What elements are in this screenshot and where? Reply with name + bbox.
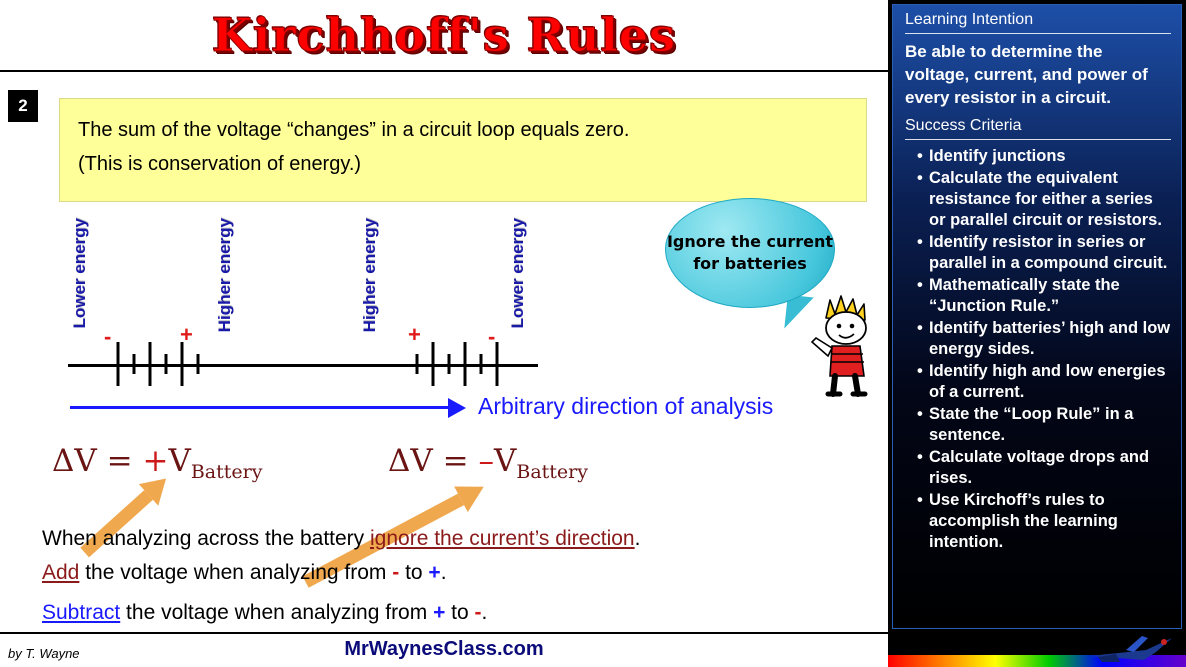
note-line-2-add: Add	[42, 561, 80, 584]
list-item: • Calculate voltage drops and rises.	[919, 447, 1171, 489]
note-line-3-minus: -	[474, 601, 482, 624]
rule-number-badge: 2	[8, 90, 38, 122]
analysis-direction-arrow-line	[70, 406, 450, 409]
learning-intention-text: Be able to determine the voltage, current, and power of every resistor in a circuit.	[905, 42, 1148, 107]
note-line-3-c: to	[445, 601, 475, 624]
terminal-sign-2: +	[180, 322, 193, 347]
equation-left-sub: Battery	[190, 461, 263, 484]
note-line-2-plus: +	[428, 561, 441, 584]
analysis-direction-label: Arbitrary direction of analysis	[478, 393, 774, 419]
equation-left-lhs: ΔV =	[52, 443, 143, 479]
website-label: MrWaynesClass.com	[344, 638, 544, 660]
footer-divider	[0, 632, 888, 634]
equation-right-term: V	[493, 443, 517, 479]
equation-right-sub: Battery	[516, 461, 588, 484]
list-item: • State the “Loop Rule” in a sentence.	[919, 404, 1171, 446]
cartoon-boy-icon	[808, 288, 888, 398]
note-line-3	[42, 601, 487, 625]
list-item: • Calculate the equivalent resistance for either a series or parallel circuit or resistors.	[919, 168, 1171, 231]
energy-label-4: Lower energy	[508, 218, 527, 329]
statement-line-1: The sum of the voltage “changes” in a circuit loop equals zero.	[78, 119, 630, 141]
analysis-direction-arrow-head	[448, 398, 466, 418]
note-line-2-c: to	[399, 561, 429, 584]
note-line-2-d: .	[440, 561, 447, 584]
list-item: • Identify junctions	[919, 146, 1171, 167]
statement-line-2: (This is conservation of energy.)	[78, 153, 362, 175]
note-line-2-b: the voltage when analyzing from	[79, 561, 393, 584]
title-bar	[0, 0, 888, 72]
success-criteria-list	[905, 146, 1171, 553]
divider-1	[905, 33, 1171, 34]
note-line-3-b: the voltage when analyzing from	[120, 601, 434, 624]
battery-symbol-left	[106, 324, 226, 408]
note-line-2	[42, 561, 447, 585]
page-title: Kirchhoff's Rules	[211, 8, 677, 62]
energy-label-1: Lower energy	[70, 218, 89, 329]
terminal-sign-3: +	[408, 322, 421, 347]
success-criteria-title: Success Criteria	[905, 117, 1022, 134]
byline: by T. Wayne	[8, 646, 80, 661]
energy-label-3: Higher energy	[360, 218, 379, 333]
terminal-sign-4: -	[488, 324, 496, 349]
terminal-sign-1: -	[104, 324, 112, 349]
statement-box	[59, 98, 867, 202]
equation-left-sign: +	[142, 443, 169, 479]
sidebar-panel	[888, 0, 1186, 667]
note-line-1	[42, 527, 640, 551]
energy-label-2: Higher energy	[215, 218, 234, 333]
list-item: • Identify batteries’ high and low energy sides.	[919, 318, 1171, 360]
equation-right-lhs: ΔV =	[388, 443, 479, 479]
note-line-3-d: .	[481, 601, 488, 624]
note-line-3-subtract: Subtract	[42, 601, 121, 624]
note-line-1-emphasis: ignore the current’s direction	[370, 527, 635, 550]
learning-intention-title: Learning Intention	[905, 11, 1034, 28]
list-item: • Identify high and low energies of a current.	[919, 361, 1171, 403]
list-item: • Mathematically state the “Junction Rule.”	[919, 275, 1171, 317]
speech-bubble-text: Ignore the current for batteries	[666, 232, 834, 273]
list-item: • Use Kirchoff’s rules to accomplish the learning intention.	[919, 490, 1171, 553]
note-line-1-c: .	[634, 527, 641, 550]
list-item: • Identify resistor in series or parallel in a compound circuit.	[919, 232, 1171, 274]
airplane-icon	[1086, 630, 1178, 666]
sidebar-panel-inner	[892, 4, 1182, 629]
note-line-3-plus: +	[433, 601, 446, 624]
equation-left-term: V	[168, 443, 191, 479]
divider-2	[905, 139, 1171, 140]
note-line-2-minus: -	[392, 561, 400, 584]
equation-right-sign: –	[478, 443, 494, 479]
note-line-1-a: When analyzing across the battery	[42, 527, 371, 550]
